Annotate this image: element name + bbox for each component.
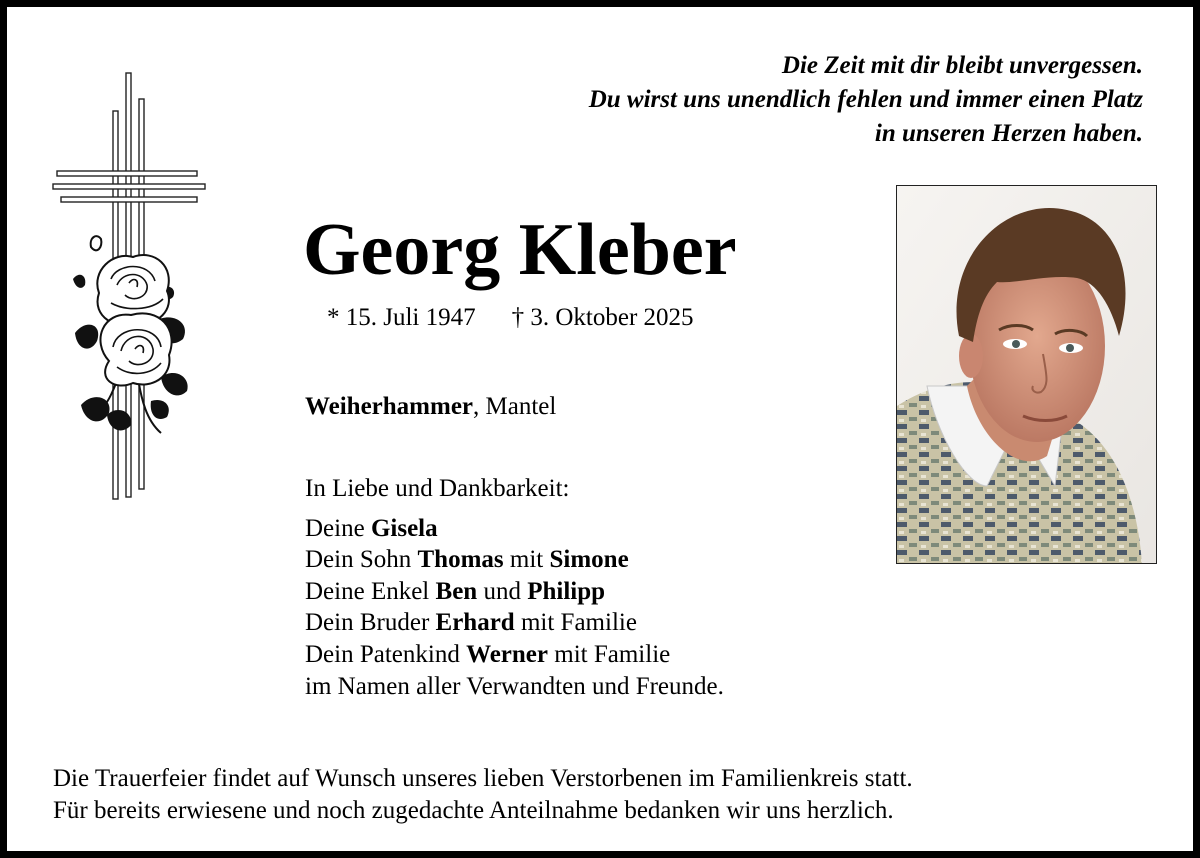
deceased-name: Georg Kleber [303,209,737,291]
mourners-list [305,473,724,702]
mourner-name-2: Philipp [527,577,606,605]
mourner-line [305,576,724,608]
mourner-name-2: Simone [549,546,629,574]
cross-with-rose-icon [51,71,207,501]
death-date: 3. Oktober 2025 [530,304,694,331]
mourner-connector: mit [509,546,544,574]
death-symbol: † [511,304,525,331]
mourner-name: Werner [466,640,549,668]
mourner-relation: Deine [305,514,365,542]
mourners-intro: In Liebe und Dankbarkeit: [305,475,570,502]
mourner-line [305,513,724,545]
place-main: Weiherhammer [305,393,474,420]
mourner-relation: Deine Enkel [305,577,430,605]
footer-line-1: Die Trauerfeier findet auf Wunsch unseres lieben Verstorbenen im Familienkreis statt. [53,765,913,792]
life-dates [327,302,694,334]
mourner-name: Erhard [435,609,515,637]
mourners-closing: im Namen aller Verwandten und Freunde. [305,672,724,700]
quote-line-3: in unseren Herzen haben. [874,120,1143,147]
birth-symbol: * [327,304,340,331]
mourner-line [305,607,724,639]
quote-line-1: Die Zeit mit dir bleibt unvergessen. [781,52,1143,79]
mourner-name: Ben [435,577,478,605]
mourner-line [305,544,724,576]
birth-date: 15. Juli 1947 [345,304,476,331]
footer-line-2: Für bereits erwiesene und noch zugedachte Anteilnahme bedanken wir uns herzlich. [53,797,894,824]
mourner-connector: mit Familie [554,640,671,668]
mourner-line [305,639,724,671]
mourner-connector: und [483,577,521,605]
place-separator: , [473,393,480,420]
portrait-illustration [897,186,1157,564]
quote-line-2: Du wirst uns unendlich fehlen und immer einen Platz [588,86,1143,113]
mourner-name: Thomas [417,546,504,574]
place-secondary: Mantel [485,393,557,420]
place-of-residence [305,391,556,423]
footer-note [53,763,913,827]
mourner-relation: Dein Bruder [305,609,430,637]
mourner-connector: mit Familie [520,609,637,637]
mourner-name: Gisela [370,514,438,542]
mourner-relation: Dein Patenkind [305,640,460,668]
mourner-relation: Dein Sohn [305,546,412,574]
memorial-quote [589,49,1143,151]
portrait-photo [896,185,1157,564]
